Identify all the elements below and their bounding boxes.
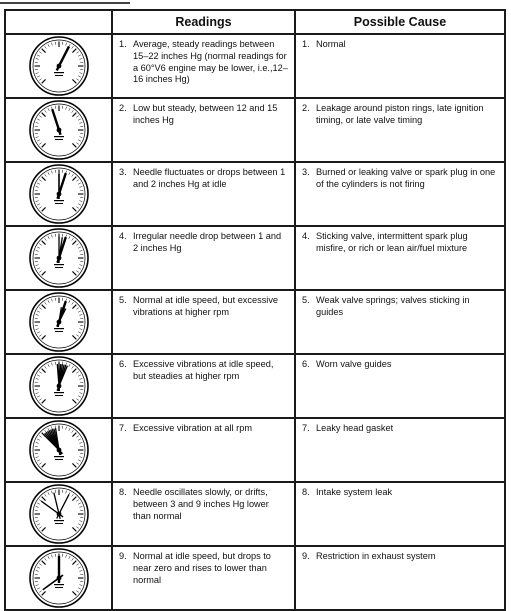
vacuum-gauge-icon xyxy=(28,291,90,353)
cause-cell xyxy=(295,162,505,226)
gauge-label-mark xyxy=(54,584,64,585)
cause-cell xyxy=(295,290,505,354)
cause-cell xyxy=(295,226,505,290)
gauge-label-mark xyxy=(55,459,63,460)
vacuum-gauge-icon xyxy=(28,483,90,545)
gauge-label-mark xyxy=(54,200,64,201)
reading-cell xyxy=(112,98,295,162)
gauge-label-mark xyxy=(55,395,63,396)
cause-number: 1. xyxy=(302,39,316,51)
cause-number: 3. xyxy=(302,167,316,191)
cause-text: Leakage around piston rings, late ignition timing, or late valve timing xyxy=(316,103,498,127)
reading-cell xyxy=(112,354,295,418)
gauge-hub xyxy=(56,320,61,325)
gauge-label-mark xyxy=(54,264,64,265)
gauge-label-mark xyxy=(54,392,64,393)
reading-cell xyxy=(112,418,295,482)
reading-number: 8. xyxy=(119,487,133,522)
gauge-hub xyxy=(56,448,61,453)
table-body xyxy=(5,34,505,610)
gauge-hub xyxy=(56,512,61,517)
gauge-hub xyxy=(56,192,61,197)
cause-text: Normal xyxy=(316,39,498,51)
cause-text: Intake system leak xyxy=(316,487,498,499)
gauge-hub xyxy=(56,384,61,389)
reading-text: Low but steady, between 12 and 15 inches Hg xyxy=(133,103,288,127)
table-row xyxy=(5,546,505,610)
cause-number: 5. xyxy=(302,295,316,319)
table-row xyxy=(5,290,505,354)
reading-cell xyxy=(112,162,295,226)
reading-number: 5. xyxy=(119,295,133,319)
vacuum-gauge-icon xyxy=(28,163,90,225)
cause-cell xyxy=(295,98,505,162)
cause-text: Burned or leaking valve or spark plug in one of the cylinders is not firing xyxy=(316,167,498,191)
gauge-cell xyxy=(5,226,112,290)
gauge-label-mark xyxy=(55,203,63,204)
table-row xyxy=(5,482,505,546)
reading-text: Excessive vibration at all rpm xyxy=(133,423,288,435)
table-row xyxy=(5,354,505,418)
vacuum-gauge-icon xyxy=(28,355,90,417)
reading-number: 7. xyxy=(119,423,133,435)
cause-text: Sticking valve, intermittent spark plug misfire, or rich or lean air/fuel mixture xyxy=(316,231,498,255)
gauge-column-header xyxy=(5,10,112,34)
gauge-label-mark xyxy=(54,136,64,137)
table-row xyxy=(5,34,505,98)
vacuum-gauge-icon xyxy=(28,227,90,289)
gauge-label-mark xyxy=(55,587,63,588)
reading-cell xyxy=(112,226,295,290)
cause-number: 4. xyxy=(302,231,316,255)
vacuum-gauge-diagnosis-table xyxy=(4,9,506,611)
gauge-cell xyxy=(5,162,112,226)
gauge-hub xyxy=(56,576,61,581)
gauge-hub xyxy=(56,256,61,261)
cause-text: Leaky head gasket xyxy=(316,423,498,435)
gauge-label-mark xyxy=(55,139,63,140)
gauge-cell xyxy=(5,290,112,354)
cause-number: 8. xyxy=(302,487,316,499)
reading-text: Normal at idle speed, but drops to near zero and rises to lower than normal xyxy=(133,551,288,586)
reading-text: Excessive vibrations at idle speed, but steadies at higher rpm xyxy=(133,359,288,383)
table-row xyxy=(5,98,505,162)
reading-cell xyxy=(112,290,295,354)
reading-text: Needle fluctuates or drops between 1 and 2 inches Hg at idle xyxy=(133,167,288,191)
cause-text: Weak valve springs; valves sticking in guides xyxy=(316,295,498,319)
cause-cell xyxy=(295,482,505,546)
possible-cause-column-header: Possible Cause xyxy=(295,10,505,34)
cause-number: 6. xyxy=(302,359,316,371)
vacuum-gauge-icon xyxy=(28,419,90,481)
gauge-cell xyxy=(5,418,112,482)
table-header-row xyxy=(5,10,505,34)
reading-number: 2. xyxy=(119,103,133,127)
table-row xyxy=(5,162,505,226)
gauge-label-mark xyxy=(54,456,64,457)
reading-text: Normal at idle speed, but excessive vibrations at higher rpm xyxy=(133,295,288,319)
readings-column-header: Readings xyxy=(112,10,295,34)
reading-number: 6. xyxy=(119,359,133,383)
gauge-cell xyxy=(5,546,112,610)
gauge-hub xyxy=(56,128,61,133)
reading-cell xyxy=(112,546,295,610)
cause-cell xyxy=(295,418,505,482)
cause-cell xyxy=(295,354,505,418)
cause-number: 7. xyxy=(302,423,316,435)
gauge-cell xyxy=(5,98,112,162)
reading-number: 9. xyxy=(119,551,133,586)
cause-number: 9. xyxy=(302,551,316,563)
gauge-cell xyxy=(5,482,112,546)
gauge-label-mark xyxy=(55,523,63,524)
cropped-heading-rule xyxy=(0,0,130,6)
gauge-label-mark xyxy=(55,331,63,332)
reading-text: Irregular needle drop between 1 and 2 inches Hg xyxy=(133,231,288,255)
reading-text: Average, steady readings between 15–22 inches Hg (normal readings for a 60°V6 engine may be lower, i.e.,12–16 inches Hg) xyxy=(133,39,288,86)
vacuum-gauge-icon xyxy=(28,99,90,161)
vacuum-gauge-icon xyxy=(28,35,90,97)
cause-text: Worn valve guides xyxy=(316,359,498,371)
reading-number: 1. xyxy=(119,39,133,86)
gauge-label-mark xyxy=(54,328,64,329)
gauge-label-mark xyxy=(55,75,63,76)
cause-text: Restriction in exhaust system xyxy=(316,551,498,563)
gauge-cell xyxy=(5,34,112,98)
reading-text: Needle oscillates slowly, or drifts, between 3 and 9 inches Hg lower than normal xyxy=(133,487,288,522)
table-row xyxy=(5,226,505,290)
cause-number: 2. xyxy=(302,103,316,127)
gauge-label-mark xyxy=(55,267,63,268)
cause-cell xyxy=(295,546,505,610)
gauge-label-mark xyxy=(54,520,64,521)
reading-cell xyxy=(112,482,295,546)
reading-cell xyxy=(112,34,295,98)
gauge-cell xyxy=(5,354,112,418)
gauge-hub xyxy=(56,64,61,69)
cause-cell xyxy=(295,34,505,98)
table-row xyxy=(5,418,505,482)
gauge-label-mark xyxy=(54,72,64,73)
reading-number: 4. xyxy=(119,231,133,255)
reading-number: 3. xyxy=(119,167,133,191)
